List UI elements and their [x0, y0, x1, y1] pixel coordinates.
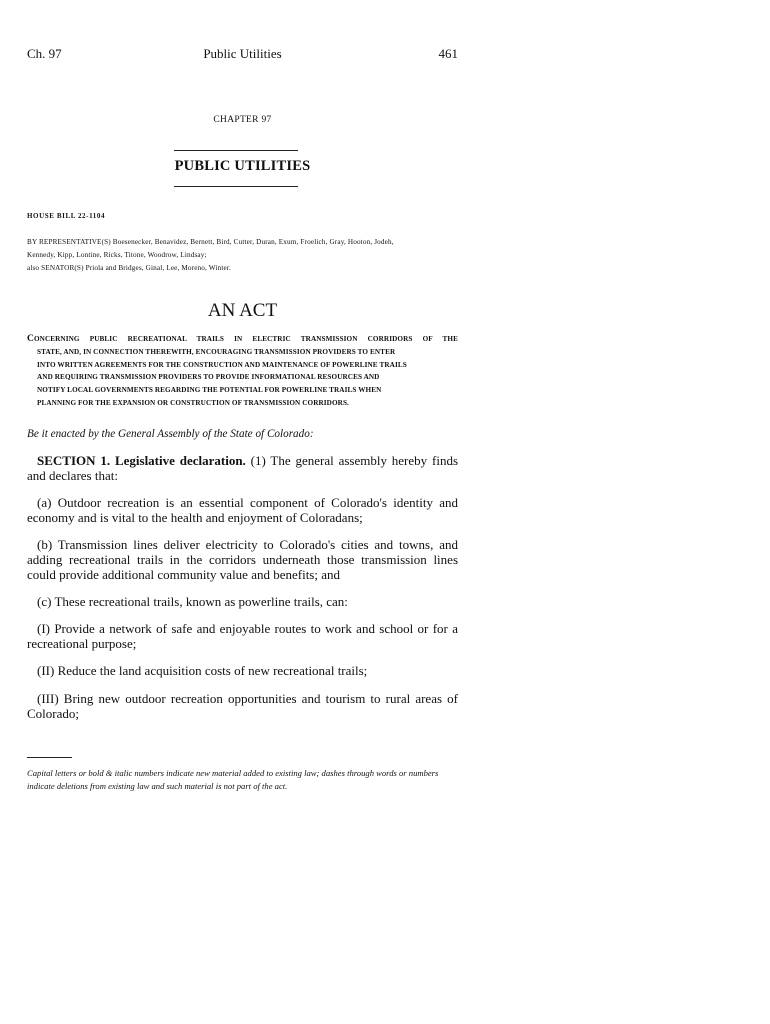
section-1-heading: SECTION 1. Legislative declaration.: [37, 453, 246, 468]
chapter-title: PUBLIC UTILITIES: [174, 158, 311, 174]
act-title-line: INTO WRITTEN AGREEMENTS FOR THE CONSTRUCTION AND MAINTENANCE OF POWERLINE TRAILS: [37, 360, 407, 369]
running-head: [27, 46, 458, 64]
paragraph-iii-text: (III) Bring new outdoor recreation opportunities and tourism to rural areas of Colorado;: [27, 691, 458, 721]
footnote-rule: [27, 757, 72, 758]
paragraph-b: [27, 537, 458, 582]
page-number: 461: [438, 46, 458, 61]
act-title-first-line: [27, 333, 458, 346]
paragraph-i: [27, 621, 458, 651]
act-heading: AN ACT: [207, 300, 278, 321]
sponsors-line: also SENATOR(S) Priola and Bridges, Ginal, Lee, Moreno, Winter.: [27, 264, 231, 272]
paragraph-a-text: (a) Outdoor recreation is an essential component of Colorado's identity and economy and is vital to the health and enjoyment of Coloradans;: [27, 495, 458, 525]
sponsors-line: BY REPRESENTATIVE(S) Boesenecker, Benavidez, Bernett, Bird, Cutter, Duran, Exum, Froelich, Gray, Hooton, Jodeh,: [27, 238, 394, 246]
title-rule-bottom: [174, 186, 298, 187]
footnote: Capital letters or bold & italic numbers indicate new material added to existing law; dashes through words or numbers indicate deletions from existing law and such material is not part of the act.: [27, 768, 439, 791]
title-rule-top: [174, 150, 298, 151]
enacting-clause: Be it enacted by the General Assembly of the State of Colorado:: [27, 428, 314, 440]
act-title-line: NOTIFY LOCAL GOVERNMENTS REGARDING THE POTENTIAL FOR POWERLINE TRAILS WHEN: [37, 386, 382, 395]
act-title-line: STATE, AND, IN CONNECTION THEREWITH, ENCOURAGING TRANSMISSION PROVIDERS TO ENTER: [37, 347, 396, 356]
paragraph-b-text: (b) Transmission lines deliver electricity to Colorado's cities and towns, and adding recreational trails in the corridors underneath those transmission lines could provide additional community value and benefits; and: [27, 537, 458, 582]
act-title-line: AND REQUIRING TRANSMISSION PROVIDERS TO PROVIDE INFORMATIONAL RESOURCES AND: [37, 373, 380, 382]
bill-number: HOUSE BILL 22-1104: [27, 212, 106, 220]
paragraph-ii: [27, 663, 458, 678]
running-head-title: Public Utilities: [203, 46, 282, 61]
act-title-first-line-text: ONCERNING PUBLIC RECREATIONAL TRAILS IN ELECTRIC TRANSMISSION CORRIDORS OF THE: [33, 335, 458, 343]
paragraph-c-text: (c) These recreational trails, known as powerline trails, can:: [37, 594, 348, 609]
paragraph-i-text: (I) Provide a network of safe and enjoyable routes to work and school or for a recreational purpose;: [27, 621, 458, 651]
section-1-text: (1) The general assembly hereby finds and declares that:: [27, 453, 459, 483]
act-title-initial: C: [27, 334, 34, 344]
paragraph-c: [27, 594, 458, 609]
sponsors: [27, 236, 458, 275]
chapter-label: CHAPTER 97: [213, 115, 272, 125]
act-title-continuation: [27, 346, 458, 410]
sponsors-line: Kennedy, Kipp, Lontine, Ricks, Titone, Woodrow, Lindsay;: [27, 251, 207, 259]
paragraph-ii-text: (II) Reduce the land acquisition costs of new recreational trails;: [37, 663, 368, 678]
running-head-chapter: Ch. 97: [27, 46, 62, 61]
paragraph-a: [27, 495, 458, 525]
act-title: [27, 333, 458, 410]
section-1-paragraph: [27, 453, 458, 483]
paragraph-iii: [27, 691, 458, 721]
act-title-line: PLANNING FOR THE EXPANSION OR CONSTRUCTION OF TRANSMISSION CORRIDORS.: [37, 398, 349, 407]
